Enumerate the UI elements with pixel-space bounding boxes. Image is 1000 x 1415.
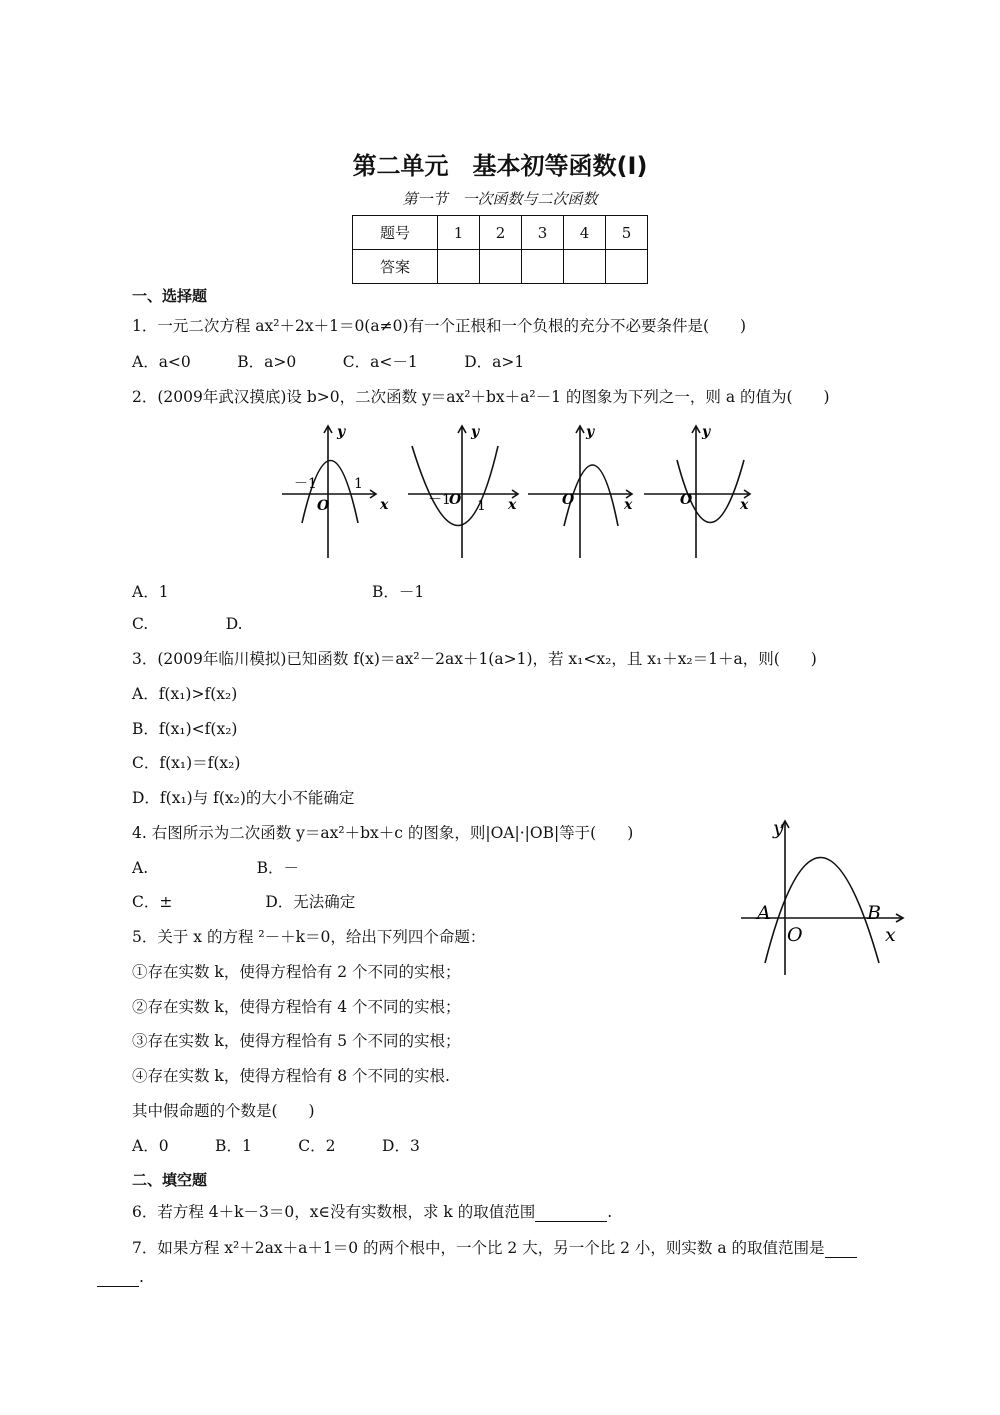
question-5-item-2: ②存在实数 k，使得方程恰有 4 个不同的实根； (132, 998, 461, 1016)
question-7-stem (132, 1236, 857, 1258)
question-2-stem: 2．(2009年武汉摸底)设 b>0，二次函数 y＝ax²＋bx＋a²－1 的图象为下列之一，则 a 的值为( ) (132, 388, 830, 406)
graph2-label-pos1: 1 (477, 498, 486, 514)
graph1-label-pos1: 1 (354, 476, 363, 492)
question-7-blank-start[interactable] (825, 1239, 857, 1258)
question-1-stem: 1．一元二次方程 ax²＋2x＋1＝0(a≠0)有一个正根和一个负根的充分不必要条件是( ) (132, 317, 747, 335)
question-7-continuation (97, 1268, 144, 1287)
question-2-option-a: A．1 (132, 583, 169, 601)
graph2-label-y: y (471, 424, 480, 440)
question-3-option-b: B．f(x₁)<f(x₂) (132, 720, 238, 738)
section-heading-choice: 一、选择题 (132, 287, 208, 305)
graph2-label-origin: O (449, 492, 462, 508)
graph1-label-x: x (380, 497, 389, 513)
graph-label-origin: O (787, 924, 803, 946)
table-row (353, 216, 648, 250)
question-7-text: 7．如果方程 x²＋2ax＋a＋1＝0 的两个根中，一个比 2 大，另一个比 2 小，则实数 a 的取值范围是 (132, 1239, 825, 1257)
table-cell: 1 (438, 216, 480, 250)
question-5-item-4: ④存在实数 k，使得方程恰有 8 个不同的实根. (132, 1067, 450, 1085)
question-7-end: . (139, 1268, 144, 1286)
graph1-label-neg1: －1 (294, 476, 317, 492)
answer-cell[interactable] (480, 250, 522, 284)
graph-label-x: x (885, 924, 896, 946)
question-2-option-b: B．－1 (372, 583, 425, 601)
graph3-label-y: y (586, 424, 595, 440)
graph2-label-neg1: －1 (428, 492, 451, 508)
table-row (353, 250, 648, 284)
graph2-label-x: x (508, 497, 517, 513)
answer-cell[interactable] (606, 250, 648, 284)
answer-cell[interactable] (438, 250, 480, 284)
question-2-options-cd: C. D. (132, 615, 243, 633)
section-heading-fill: 二、填空题 (132, 1171, 208, 1189)
question-3-stem: 3．(2009年临川模拟)已知函数 f(x)＝ax²－2ax＋1(a>1)，若 x₁<x₂，且 x₁＋x₂＝1＋a，则( ) (132, 650, 817, 668)
question-5-item-3: ③存在实数 k，使得方程恰有 5 个不同的实根； (132, 1032, 461, 1050)
question-7-blank-end[interactable] (97, 1268, 139, 1287)
graph4-label-origin: O (680, 492, 693, 508)
question-6-end: . (607, 1203, 613, 1221)
question-5-options: A．0 B．1 C．2 D．3 (132, 1137, 420, 1155)
graph4-label-x: x (740, 497, 749, 513)
graph3-label-origin: O (562, 492, 575, 508)
question-2-graphs (272, 418, 772, 568)
question-3-option-c: C．f(x₁)＝f(x₂) (132, 754, 241, 772)
question-4-options-cd: C．± D．无法确定 (132, 893, 356, 911)
answer-cell[interactable] (564, 250, 606, 284)
graph-label-y: y (773, 817, 784, 839)
table-header-answer: 答案 (353, 250, 438, 284)
graph-label-b: B (867, 902, 881, 924)
table-cell: 2 (480, 216, 522, 250)
page-title: 第二单元 基本初等函数(Ⅰ) (352, 152, 648, 180)
graph1-label-origin: O (317, 498, 330, 514)
table-cell: 5 (606, 216, 648, 250)
question-5-item-1: ①存在实数 k，使得方程恰有 2 个不同的实根； (132, 963, 461, 981)
question-5-question: 其中假命题的个数是( ) (132, 1102, 315, 1120)
table-cell: 4 (564, 216, 606, 250)
section-subtitle: 第一节 一次函数与二次函数 (402, 190, 598, 208)
answer-cell[interactable] (522, 250, 564, 284)
graph4-label-y: y (702, 424, 711, 440)
question-3-option-d: D．f(x₁)与 f(x₂)的大小不能确定 (132, 789, 355, 807)
question-5-stem: 5．关于 x 的方程 ²－＋k＝0，给出下列四个命题： (132, 928, 486, 946)
question-4-stem: 4. 右图所示为二次函数 y＝ax²＋bx＋c 的图象，则|OA|·|OB|等于( ) (132, 824, 634, 842)
question-6-stem: 6．若方程 4＋k－3＝0，x∈没有实数根，求 k 的取值范围 (132, 1203, 536, 1221)
table-cell: 3 (522, 216, 564, 250)
question-4-graph (735, 815, 910, 980)
question-6-blank[interactable] (535, 1203, 607, 1222)
graph-label-a: A (757, 902, 771, 924)
question-6 (132, 1200, 612, 1222)
question-3-option-a: A．f(x₁)>f(x₂) (132, 685, 238, 703)
graph1-label-y: y (337, 424, 346, 440)
graph3-label-x: x (624, 497, 633, 513)
table-header-number: 题号 (353, 216, 438, 250)
answer-table (352, 215, 648, 284)
question-4-options-ab: A. B．－ (132, 859, 300, 877)
question-1-options: A．a<0 B．a>0 C．a<－1 D．a>1 (132, 353, 525, 371)
